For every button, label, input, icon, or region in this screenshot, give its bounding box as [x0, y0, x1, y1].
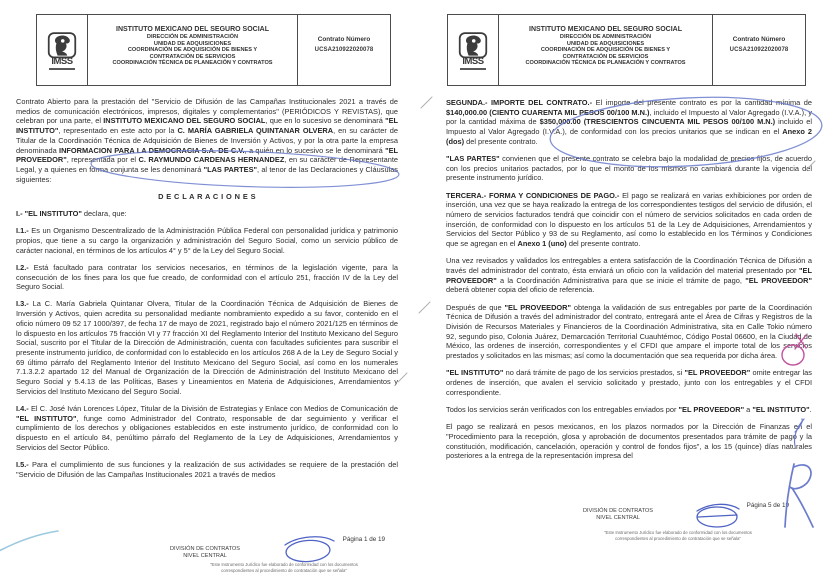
page5-body [446, 98, 812, 461]
org-line: DIRECCIÓN DE ADMINISTRACIÓN [559, 34, 652, 40]
paragraph: I.1.- Es un Organismo Descentralizado de la Administración Pública Federal con personalidad jurídica y patrimonio propios, que tiene a su cargo la organización y administración del Seguro Social, como un servicio público de carácter nacional, en términos de los artículos 4° y 5° de la Ley del Seguro Social. [16, 226, 398, 255]
contract-number-cell [298, 15, 390, 85]
org-line: UNIDAD DE ADQUISICIONES [566, 40, 645, 47]
contract-number-value: UCSA210922020078 [314, 47, 374, 53]
paragraph: I.4.- El C. José Iván Lorences López, Titular de la División de Estrategias y Enlace con Medios de Comunicación de "EL INSTITUTO", funge como Administrador del Contrato, responsable de dar seguimiento y verificar el cumplimiento de los derechos y obligaciones establecidos en este instrumento jurídico, de conformidad con lo dispuesto en el artículo 84, penúltimo párrafo del Reglamento de la Ley de Adquisiciones, Arrendamientos y Servicios del Sector Público. [16, 403, 398, 452]
imss-logo [448, 15, 499, 85]
page1-body [16, 97, 398, 479]
division-line: NIVEL CENTRAL [596, 515, 640, 521]
paragraph: TERCERA.- FORMA Y CONDICIONES DE PAGO.- El pago se realizará en varias exhibiciones por orden de inserción, una vez que se haya realizado la entrega de los correspondientes testigos del servicio de difusión, el número de servicios facturados tendrá que coincidir con el número de servicios solicitados en cada orden de inserción, de conformidad con lo dispuesto en los artículos 51 de la Ley de Adquisiciones, Arrendamientos y Servicios del Sector Público y 93 de su Reglamento, así como lo establecido en los Términos y Condiciones que se agregan en el Anexo 1 (uno) del presente contrato. [446, 190, 812, 249]
paragraph: I.- "EL INSTITUTO" declara, que: [16, 209, 127, 219]
division-stamp [553, 508, 683, 522]
division-line: DIVISIÓN DE CONTRATOS [582, 508, 654, 514]
imss-logo [37, 15, 88, 85]
imss-logo-word: IMSS [51, 56, 73, 67]
division-stamp [140, 546, 270, 560]
header-institution-block [88, 15, 298, 85]
paragraph: Después de que "EL PROVEEDOR" obtenga la validación de sus entregables por parte de la Coordinación Técnica de Difusión a través del administrador del contrato, entregará ante el Área de Cifras y Registros de la División de Recursos Materiales y Financieros de la Coordinación Administrativa, sita en Calle Tokio número 92, segundo piso, Colonia Juárez, Demarcación Territorial Cuauhtémoc, Código Postal 06600, en la Ciudad de México, las ordenes de inserción, correspondientes y el CFDI que ampare el importe total de los servicios prestados y solicitados en las mismas; así como la documentación que sea requerida por dicha área. [446, 302, 812, 361]
footer-fine-print: "Este Instrumento Jurídico fue elaborado de conformidad con los documentos correspondientes al procedimiento de contratación que se señala" [210, 562, 358, 573]
contract-number-label: Contrato Número [732, 36, 786, 43]
contract-number-cell [713, 15, 805, 85]
division-line: NIVEL CENTRAL [183, 553, 227, 559]
paragraph: I.3.- La C. María Gabriela Quintanar Olvera, Titular de la Coordinación Técnica de Adquisición de Bienes de Inversión y Activos, quien acredita su personalidad mediante nombramiento expedido a su favor, contenido en el oficio número 09 52 17 1000/397, de fecha 17 de mayo de 2021, registrado bajo el número 2021/125 en términos de lo dispuesto en los artículos 75 fracción VI y 77 fracción XI del Reglamento Interior del Instituto Mexicano del Seguro Social, suscrito por el Titular de la Dirección de Administración, cuenta con facultades suficientes para suscribir el presente instrumento jurídico, de conformidad con lo establecido en los artículos 268 A de la Ley de Seguro Social y 69 último párrafo del Reglamento Interior del Instituto Mexicano del Seguro Social, así como en los numerales 7.1.3.2.2 apartado 12 del Manual de Organización de la Dirección de Administración del Instituto Mexicano del Seguro Social y 5.4.13 de las Políticas, Bases y Lineamientos en Materia de Adquisiciones, Arrendamientos y Servicios del Instituto Mexicano del Seguro Social. [16, 299, 398, 396]
contract-page-1 [0, 0, 411, 587]
institution-name: INSTITUTO MEXICANO DEL SEGURO SOCIAL [529, 26, 682, 33]
division-line: DIVISIÓN DE CONTRATOS [169, 546, 241, 552]
page-header [447, 14, 806, 86]
paragraph: Contrato Abierto para la prestación del "Servicio de Difusión de las Campañas Institucionales 2021 a través de medios de comunicación electrónicos, impresos, digitales y complementarios" (PERIÓDICOS Y REVISTAS), que celebran por una parte, el INSTITUTO MEXICANO DEL SEGURO SOCIAL, que en lo sucesivo se denominará "EL INSTITUTO", representado en este acto por la C. MARÍA GABRIELA QUINTANAR OLVERA, en su carácter de Titular de la Coordinación Técnica de Adquisición de Bienes de Inversión y Activos, y por la otra parte la empresa denominada INFORMACION PARA LA DEMOCRACIA S.A. DE C.V., a quién en lo sucesivo se le denominará "EL PROVEEDOR", representada por el C. RAYMUNDO CARDENAS HERNANDEZ, en su carácter de Representante Legal, y a quienes en forma conjunta se les denominará "LAS PARTES", al tenor de las Declaraciones y Cláusulas siguientes: [16, 97, 399, 184]
imss-logo-tagline-bar [49, 68, 75, 70]
paragraph: Todos los servicios serán verificados con los entregables enviados por "EL PROVEEDOR" a "EL INSTITUTO". [446, 404, 812, 414]
org-line: COORDINACIÓN DE ADQUISICIÓN DE BIENES Y [540, 47, 671, 54]
org-line: UNIDAD DE ADQUISICIONES [153, 40, 232, 47]
paragraph: I.2.- Está facultado para contratar los servicios necesarios, en términos de la legislación vigente, para la consecución de los fines para los que fue creado, de conformidad con el artículo 251, fracción IV de la Ley del Seguro Social. [16, 262, 398, 292]
footer-fine-print: "Este Instrumento Jurídico fue elaborado de conformidad con los documentos correspondientes al procedimiento de contratación que se señala" [604, 530, 752, 541]
imss-logo-word: IMSS [462, 56, 484, 67]
contract-page-5 [413, 0, 825, 587]
imss-logo-tagline-bar [460, 68, 486, 70]
org-line: COORDINACIÓN TÉCNICA DE PLANEACIÓN Y CONTRATOS [525, 60, 686, 67]
org-line: DIRECCIÓN DE ADMINISTRACIÓN [146, 34, 239, 40]
header-institution-block [499, 15, 713, 85]
page-number: Página 1 de 19 [342, 536, 385, 543]
section-heading: D E C L A R A C I O N E S [158, 191, 256, 201]
org-line: COORDINACIÓN DE ADQUISICIÓN DE BIENES Y [127, 47, 258, 54]
paragraph: Una vez revisados y validados los entregables a entera satisfacción de la Coordinación Técnica de Difusión a través del administrador del contrato, ésta enviará un oficio con la validación del material presentado por "EL PROVEEDOR" a la Coordinación Administrativa para que se inicie el trámite de pago, "EL PROVEEDOR" deberá obtener copia del oficio de referencia. [446, 256, 812, 295]
contract-number-label: Contrato Número [317, 36, 371, 43]
paragraph: SEGUNDA.- IMPORTE DEL CONTRATO.- El importe del presente contrato es por la cantidad mínima de $140,000.00 (CIENTO CUARENTA MIL PESOS 00/100 M.N.), incluido el Impuesto al Valor Agregado (I.V.A.), y por la cantidad máxima de $350,000.00 (TRESCIENTOS CINCUENTA MIL PESOS 00/100 M.N.) incluido el Impuesto al Valor Agregado (I.V.A.), de conformidad con los precios unitarios que se indican en el Anexo 2 (dos) del presente contrato. [446, 98, 813, 146]
paragraph: "EL INSTITUTO" no dará trámite de pago de los servicios prestados, si "EL PROVEEDOR" omite entregar las ordenes de inserción, que avalen el servicio solicitado y prestado, junto con los entregables y el CFDI correspondiente. [446, 368, 812, 397]
paragraph: "LAS PARTES" convienen que el presente contrato se celebra bajo la modalidad de precios fijos, de acuerdo con los precios unitarios pactados, por lo que el monto de los mismos no cambiará durante la vigencia del presente instrumento jurídico. [446, 154, 812, 183]
org-line: CONTRATACIÓN DE SERVICIOS [149, 53, 236, 60]
page-number: Página 5 de 19 [746, 502, 789, 509]
org-line: CONTRATACIÓN DE SERVICIOS [562, 53, 649, 60]
institution-name: INSTITUTO MEXICANO DEL SEGURO SOCIAL [116, 26, 269, 33]
contract-number-value: UCSA210922020078 [729, 47, 789, 53]
paragraph: I.5.- Para el cumplimiento de sus funciones y la realización de sus actividades se requiere de la prestación del "Servicio de Difusión de las Campañas Institucionales 2021 a través de medios [16, 460, 398, 479]
org-line: COORDINACIÓN TÉCNICA DE PLANEACIÓN Y CONTRATOS [112, 60, 273, 67]
page-header [36, 14, 391, 86]
paragraph: El pago se realizará en pesos mexicanos, en los plazos normados por la Dirección de Finanzas en el "Procedimiento para la recepción, glosa y aprobación de documentos presentados para trámite de pago y la constitución, modificación, cancelación, operación y control de fondos fijos", a los 15 (quince) días naturales posteriores a la entrega de la representación impresa del [446, 422, 812, 461]
